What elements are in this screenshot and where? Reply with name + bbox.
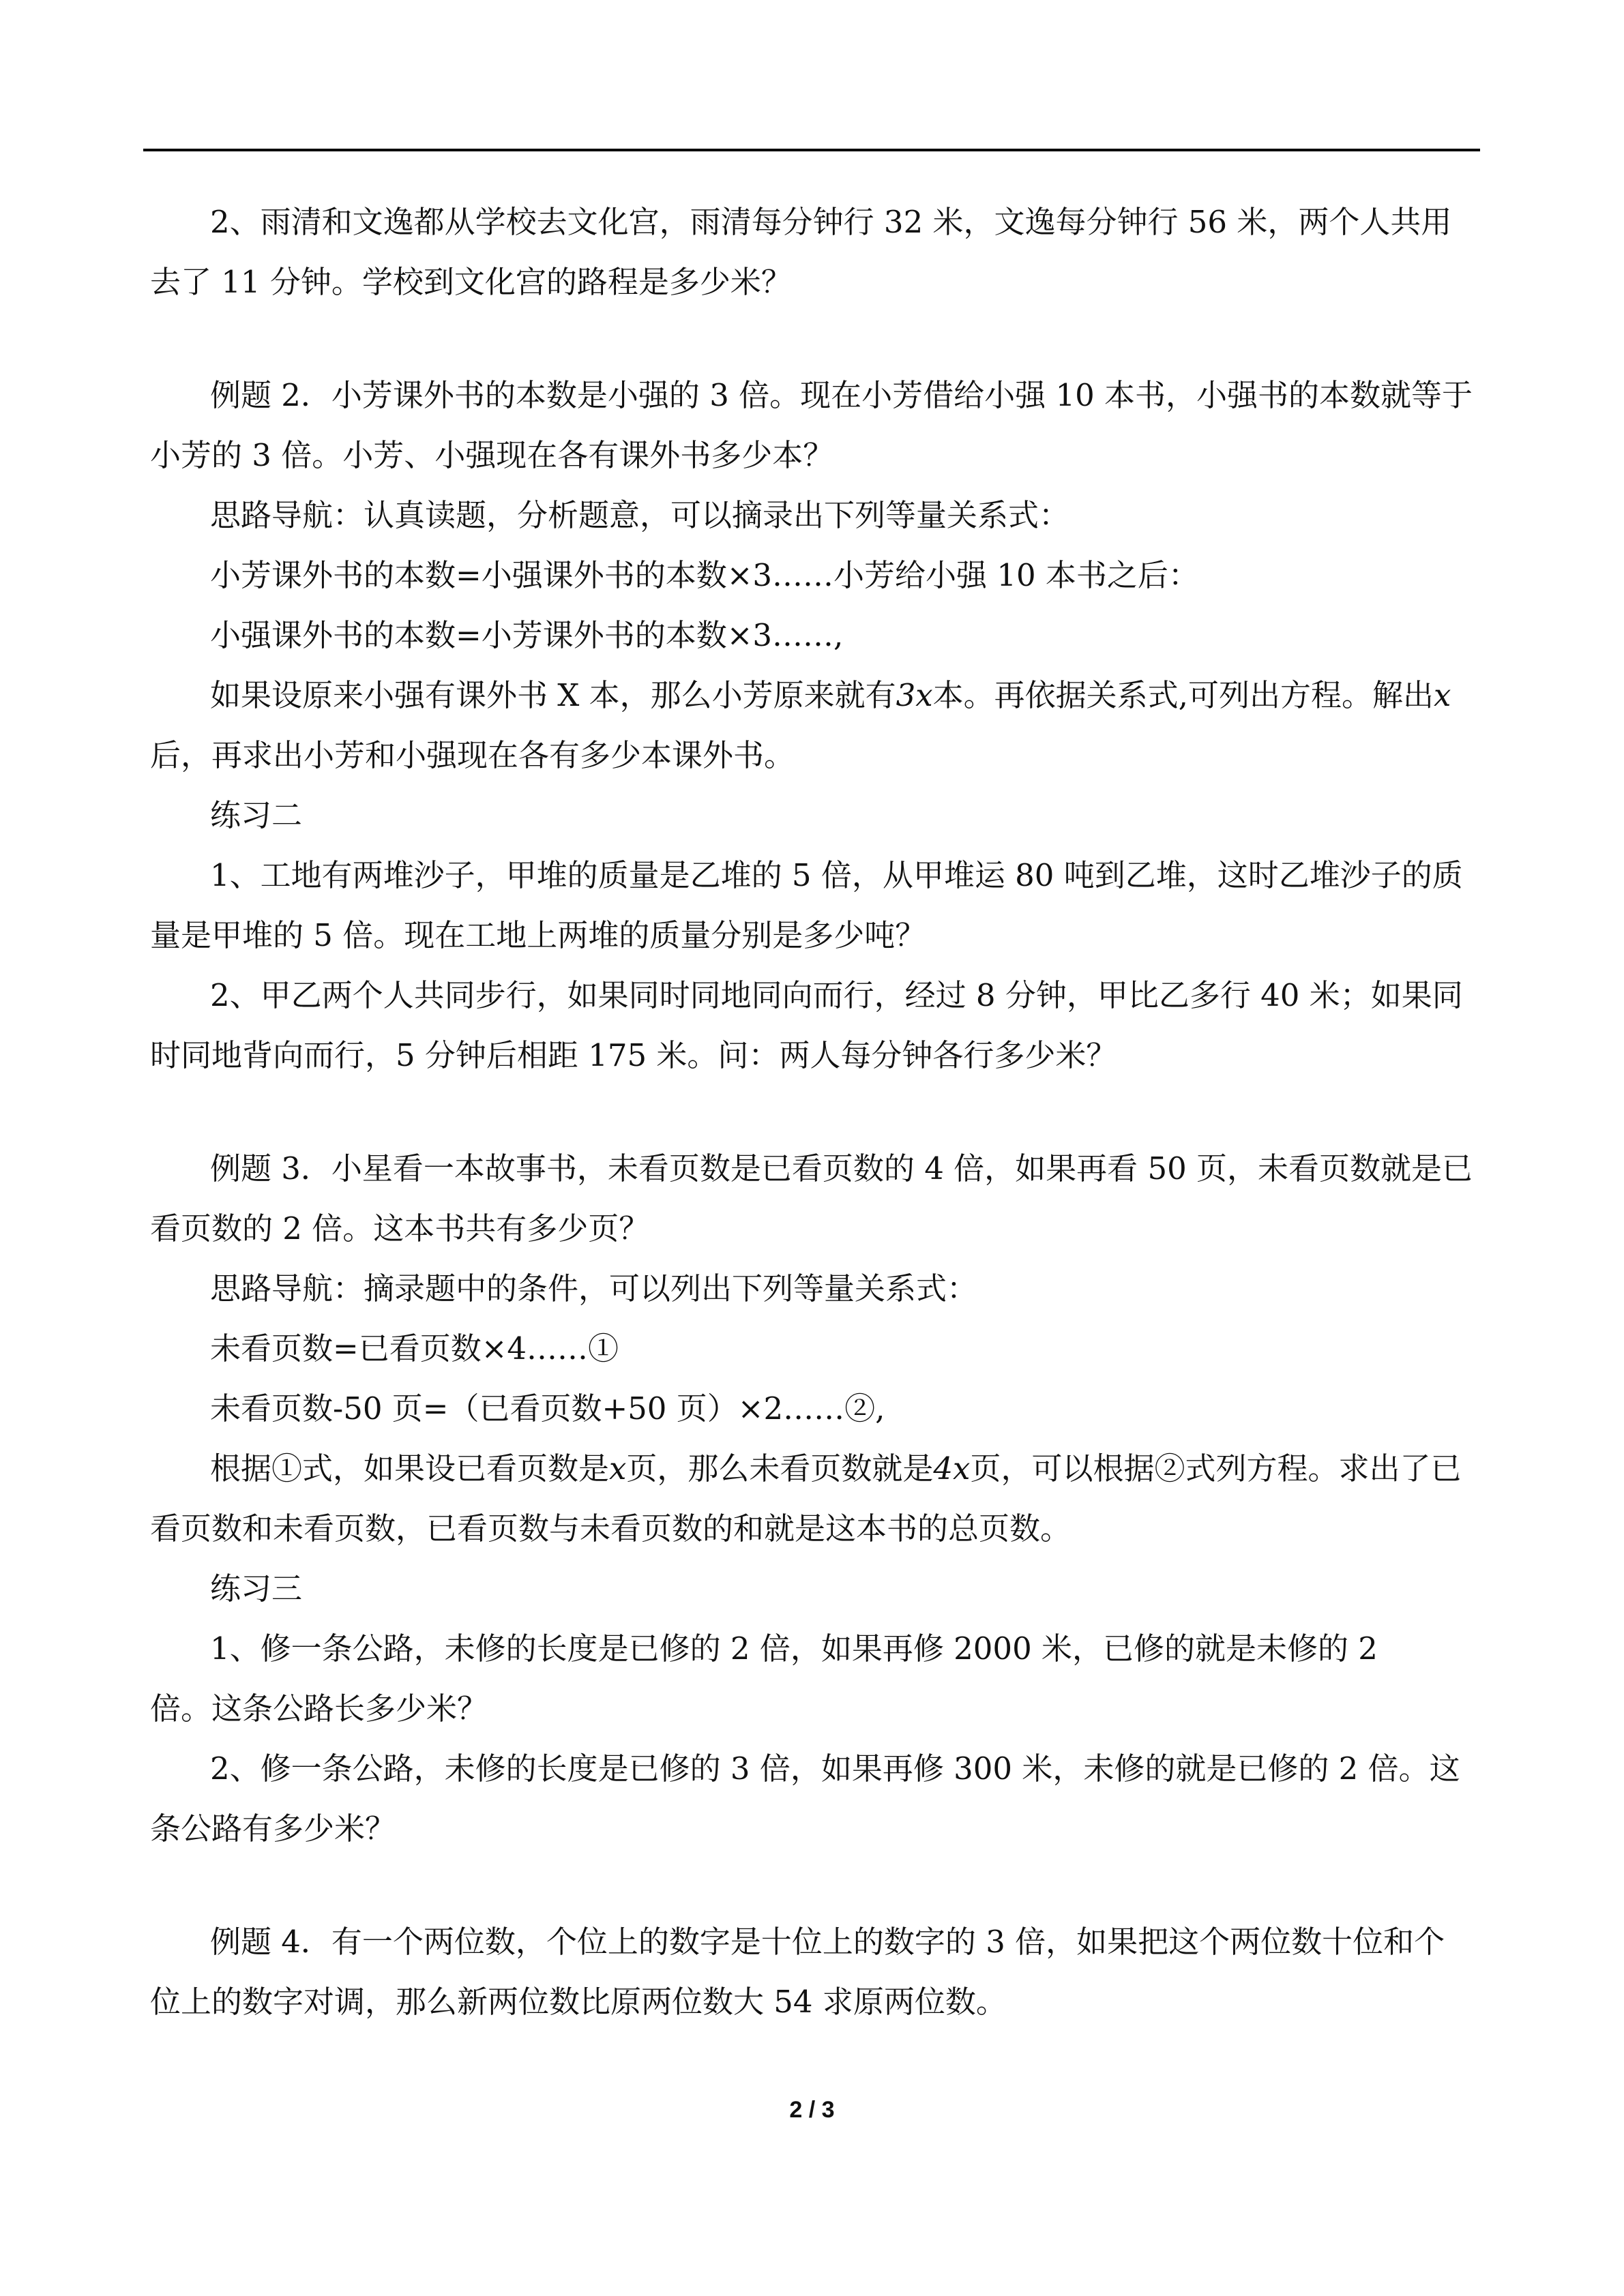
exercise3-question-2: 2、修一条公路，未修的长度是已修的 3 倍，如果再修 300 米，未修的就是已修的 2 倍。这条公路有多少米？ (150, 1750, 1460, 1847)
example3-title: 例题 3．小星看一本故事书，未看页数是已看页数的 4 倍，如果再看 50 页，未看页数就是已看页数的 2 倍。这本书共有多少页？ (150, 1150, 1473, 1247)
math-expression: x (609, 1450, 627, 1487)
math-expression: x (1433, 677, 1451, 713)
document-body (150, 192, 1473, 2032)
hint-text: 后，再求出小芳和小强现在各有多少本课外书。 (150, 737, 795, 773)
hint-text: 根据①式，如果设已看页数是 (210, 1450, 610, 1487)
example3-relation-2: 未看页数-50 页=（已看页数+50 页）×2……②, (210, 1390, 885, 1427)
example2-guide: 思路导航：认真读题，分析题意，可以摘录出下列等量关系式： (210, 497, 1070, 533)
hint-text: 如果设原来小强有课外书 X 本，那么小芳原来就有 (210, 677, 896, 713)
exercise1-question-2: 2、雨清和文逸都从学校去文化宫，雨清每分钟行 32 米，文逸每分钟行 56 米，两个人共用去了 11 分钟。学校到文化宫的路程是多少米？ (150, 204, 1452, 300)
math-expression: 3x (896, 677, 933, 713)
hint-text: 页，可以根据②式列方程。求出了已看页数和未看页数，已看页数与未看页数的和就是这本书的总页数。 (150, 1450, 1462, 1547)
example2-title: 例题 2．小芳课外书的本数是小强的 3 倍。现在小芳借给小强 10 本书，小强书的本数就等于小芳的 3 倍。小芳、小强现在各有课外书多少本？ (150, 377, 1473, 473)
math-expression: 4x (933, 1450, 971, 1487)
exercise2-question-1: 1、工地有两堆沙子，甲堆的质量是乙堆的 5 倍，从甲堆运 80 吨到乙堆，这时乙堆沙子的质量是甲堆的 5 倍。现在工地上两堆的质量分别是多少吨？ (150, 857, 1463, 953)
example3-guide: 思路导航：摘录题中的条件，可以列出下列等量关系式： (210, 1270, 978, 1307)
hint-text: 本。再依据关系式,可列出方程。解出 (932, 677, 1434, 713)
exercise2-question-2: 2、甲乙两个人共同步行，如果同时同地同向而行，经过 8 分钟，甲比乙多行 40 米；如果同时同地背向而行，5 分钟后相距 175 米。问：两人每分钟各行多少米？ (150, 977, 1463, 1073)
header-rule (143, 149, 1480, 151)
example2-hint (150, 666, 1473, 786)
page-number: 2 / 3 (789, 2097, 835, 2123)
example2-relation-1: 小芳课外书的本数=小强课外书的本数×3……小芳给小强 10 本书之后： (210, 557, 1199, 593)
example3-relation-1: 未看页数=已看页数×4……① (210, 1330, 619, 1367)
example2-relation-2: 小强课外书的本数=小芳课外书的本数×3……, (210, 617, 844, 653)
exercise2-heading: 练习二 (210, 797, 303, 833)
exercise3-question-1-line-2: 倍。这条公路长多少米？ (150, 1690, 488, 1727)
example3-hint (150, 1439, 1473, 1559)
exercise3-question-1-line-1: 1、修一条公路，未修的长度是已修的 2 倍，如果再修 2000 米，已修的就是未修的 2 (210, 1630, 1378, 1667)
exercise3-heading: 练习三 (210, 1570, 303, 1607)
hint-text: 页，那么未看页数就是 (626, 1450, 934, 1487)
example4-title: 例题 4．有一个两位数，个位上的数字是十位上的数字的 3 倍，如果把这个两位数十位和个位上的数字对调，那么新两位数比原两位数大 54 求原两位数。 (150, 1924, 1445, 2020)
